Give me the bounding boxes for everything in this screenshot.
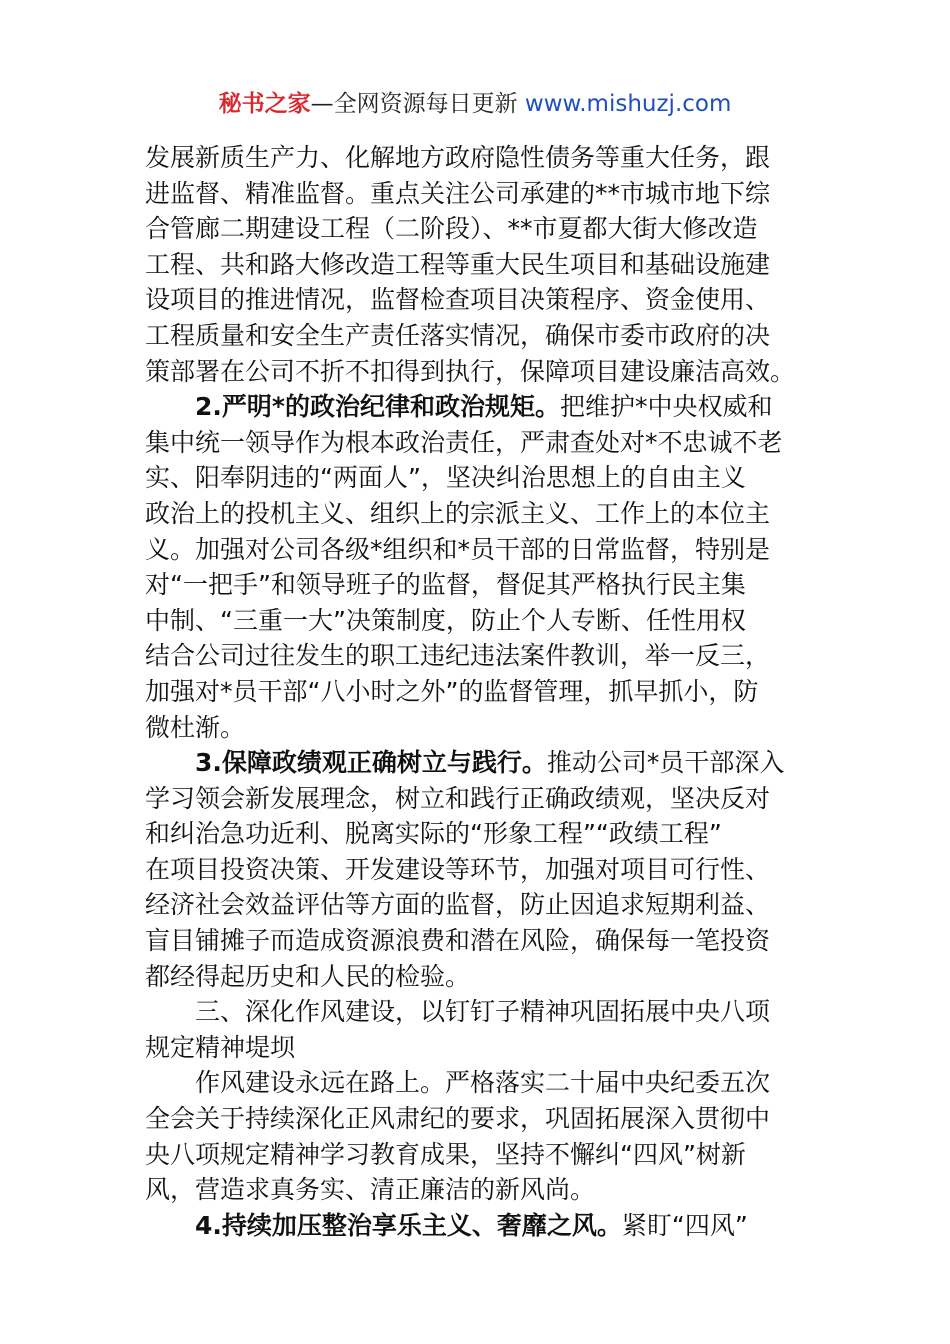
text-line: [145, 852, 810, 888]
text-line: [145, 532, 810, 568]
site-tagline: —全网资源每日更新: [310, 91, 518, 117]
line-text: 政治上的投机主义、组织上的宗派主义、工作上的本位主: [145, 498, 771, 528]
text-line: [145, 460, 810, 496]
line-text: 央八项规定精神学习教育成果，坚持不懈纠“四风”树新: [145, 1139, 746, 1169]
text-line: [145, 389, 810, 425]
text-line: [145, 638, 810, 674]
line-text: 微杜渐。: [145, 712, 246, 742]
line-text: 风，营造求真务实、清正廉洁的新风尚。: [145, 1175, 596, 1205]
line-text: 对“一把手”和领导班子的监督，督促其严格执行民主集: [145, 570, 746, 600]
line-text: 工程质量和安全生产责任落实情况，确保市委市政府的决: [145, 320, 771, 350]
text-line: [145, 567, 810, 603]
line-text: 合管廊二期建设工程（二阶段）、**市夏都大街大修改造: [145, 214, 758, 244]
site-brand: 秘书之家: [218, 91, 311, 117]
site-url-link[interactable]: www.mishuzj.com: [524, 91, 732, 117]
line-text: 学习领会新发展理念，树立和践行正确政绩观，坚决反对: [145, 783, 771, 813]
line-text: 盲目铺摊子而造成资源浪费和潜在风险，确保每一笔投资: [145, 926, 771, 956]
line-text: 设项目的推进情况，监督检查项目决策程序、资金使用、: [145, 285, 771, 315]
text-line: [145, 674, 810, 710]
line-text: 义。加强对公司各级*组织和*员干部的日常监督，特别是: [145, 534, 771, 564]
line-text: 经济社会效益评估等方面的监督，防止因追求短期利益、: [145, 890, 771, 920]
text-line: [145, 603, 810, 639]
text-line: [145, 140, 810, 176]
section-heading: 4.持续加压整治享乐主义、奢靡之风。: [195, 1210, 622, 1240]
line-text: 进监督、精准监督。重点关注公司承建的**市城市地下综: [145, 178, 771, 208]
document-body: [145, 140, 810, 1243]
text-line: [145, 1137, 810, 1173]
site-header: [0, 86, 950, 122]
text-line: [145, 959, 810, 995]
text-line: [145, 816, 810, 852]
text-line: [145, 745, 810, 781]
line-text: 全会关于持续深化正风肃纪的要求，巩固拓展深入贯彻中: [145, 1104, 771, 1134]
text-line: [145, 354, 810, 390]
line-text: 推动公司*员干部深入: [546, 748, 785, 778]
line-text: 紧盯“四风”: [621, 1210, 748, 1240]
line-text: 三、深化作风建设，以钉钉子精神巩固拓展中央八项: [195, 997, 771, 1027]
text-line: [145, 282, 810, 318]
text-line: [145, 318, 810, 354]
line-text: 策部署在公司不折不扣得到执行，保障项目建设廉洁高效。: [145, 356, 796, 386]
text-line: [145, 176, 810, 212]
line-text: 和纠治急功近利、脱离实际的“形象工程”“政绩工程”: [145, 819, 722, 849]
text-line: [145, 887, 810, 923]
text-line: [145, 1172, 810, 1208]
section-heading: 3.保障政绩观正确树立与践行。: [195, 748, 547, 778]
text-line: [145, 1208, 810, 1244]
line-text: 规定精神堤坝: [145, 1032, 296, 1062]
section-heading: 2.严明*的政治纪律和政治规矩。: [195, 392, 560, 422]
text-line: [145, 994, 810, 1030]
line-text: 发展新质生产力、化解地方政府隐性债务等重大任务，跟: [145, 143, 771, 172]
line-text: 把维护*中央权威和: [559, 392, 773, 422]
line-text: 结合公司过往发生的职工违纪违法案件教训，举一反三，: [145, 641, 771, 671]
text-line: [145, 211, 810, 247]
text-line: [145, 710, 810, 746]
text-line: [145, 496, 810, 532]
text-line: [145, 1065, 810, 1101]
line-text: 工程、共和路大修改造工程等重大民生项目和基础设施建: [145, 249, 771, 279]
text-line: [145, 1101, 810, 1137]
line-text: 都经得起历史和人民的检验。: [145, 961, 471, 991]
line-text: 加强对*员干部“八小时之外”的监督管理，抓早抓小，防: [145, 676, 759, 706]
text-line: [145, 781, 810, 817]
line-text: 作风建设永远在路上。严格落实二十届中央纪委五次: [195, 1068, 771, 1098]
text-line: [145, 425, 810, 461]
line-text: 中制、“三重一大”决策制度，防止个人专断、任性用权: [145, 605, 746, 635]
text-line: [145, 247, 810, 283]
text-line: [145, 923, 810, 959]
line-text: 实、阳奉阴违的“两面人”，坚决纠治思想上的自由主义: [145, 463, 746, 493]
line-text: 集中统一领导作为根本政治责任，严肃查处对*不忠诚不老: [145, 427, 783, 457]
line-text: 在项目投资决策、开发建设等环节，加强对项目可行性、: [145, 854, 771, 884]
text-line: [145, 1030, 810, 1066]
